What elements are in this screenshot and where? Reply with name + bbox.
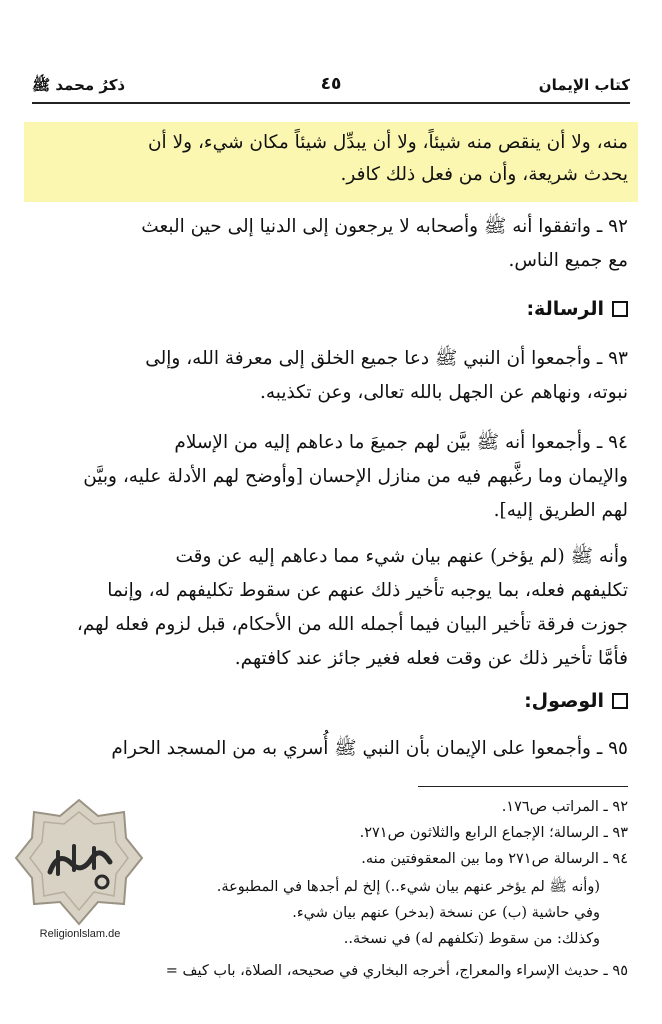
section-heading-label: الرسالة:: [526, 298, 604, 320]
body-line: نبوته، ونهاهم عن الجهل بالله تعالى، وعن تكذيبه.: [259, 382, 628, 403]
section-heading-risala: [526, 298, 628, 320]
body-line: والإيمان وما رغَّبهم فيه من منازل الإحسان [وأوضح لهم الأدلة عليه، وبيَّن: [83, 466, 628, 487]
watermark-logo: [14, 798, 144, 928]
checkbox-square-icon: [612, 693, 628, 709]
body-line: ٩٥ ـ وأجمعوا على الإيمان بأن النبي ﷺ أُسري به من المسجد الحرام: [111, 738, 628, 759]
body-line: فأمَّا تأخير ذلك عن وقت فعله فغير جائز عند كافتهم.: [234, 648, 628, 669]
body-line: ٩٢ ـ واتفقوا أنه ﷺ وأصحابه لا يرجعون إلى الدنيا إلى حين البعث: [141, 216, 628, 237]
footnote: ٩٢ ـ المراتب ص١٧٦.: [501, 799, 628, 815]
body-line: منه، ولا أن ينقص منه شيئاً، ولا أن يبدِّل شيئاً مكان شيء، ولا أن: [147, 132, 628, 153]
body-line: مع جميع الناس.: [508, 250, 628, 271]
body-line: ٩٣ ـ وأجمعوا أن النبي ﷺ دعا جميع الخلق إلى معرفة الله، وإلى: [145, 348, 628, 369]
running-header: [32, 72, 630, 100]
body-line: جوزت فرقة تأخير البيان فيما أجمله الله من الأحكام، قبل لزوم فعله لهم،: [76, 614, 628, 635]
page-number: ٤٥: [320, 74, 342, 94]
footnote: وكذلك: من سقوط (تكلفهم له) في نسخة..: [343, 931, 600, 947]
book-title: كتاب الإيمان: [538, 76, 630, 94]
header-divider: [32, 102, 630, 104]
body-line: يحدث شريعة، وأن من فعل ذلك كافر.: [340, 164, 628, 185]
section-heading-label: الوصول:: [524, 690, 604, 712]
footnote: ٩٣ ـ الرسالة؛ الإجماع الرابع والثلاثون ص٢٧١.: [359, 825, 628, 841]
section-heading-wusul: [524, 690, 628, 712]
footnote: ٩٤ ـ الرسالة ص٢٧١ وما بين المعقوفتين منه.: [361, 851, 628, 867]
logo-caption: Religionlslam.de: [39, 928, 121, 940]
footnote: (وأنه ﷺ لم يؤخر عنهم بيان شيء..) إلخ لم أجدها في المطبوعة.: [216, 879, 600, 895]
chapter-title: ذكرُ محمد ﷺ: [32, 76, 126, 94]
body-line: لهم الطريق إليه].: [493, 500, 628, 521]
body-line: وأنه ﷺ (لم يؤخر) عنهم بيان شيء مما دعاهم إليه عن وقت: [175, 546, 628, 567]
body-line: تكليفهم فعله، بما يوجبه تأخير ذلك عنهم عن سقوط تكليفهم له، وإنما: [107, 580, 628, 601]
footnote: وفي حاشية (ب) عن نسخة (بدخر) عنهم بيان شيء.: [292, 905, 600, 921]
footnote: ٩٥ ـ حديث الإسراء والمعراج، أخرجه البخاري في صحيحه، الصلاة، باب كيف =: [165, 963, 628, 979]
footnote-divider: [418, 786, 628, 787]
checkbox-square-icon: [612, 301, 628, 317]
body-line: ٩٤ ـ وأجمعوا أنه ﷺ بيَّن لهم جميعَ ما دعاهم إليه من الإسلام: [174, 432, 628, 453]
